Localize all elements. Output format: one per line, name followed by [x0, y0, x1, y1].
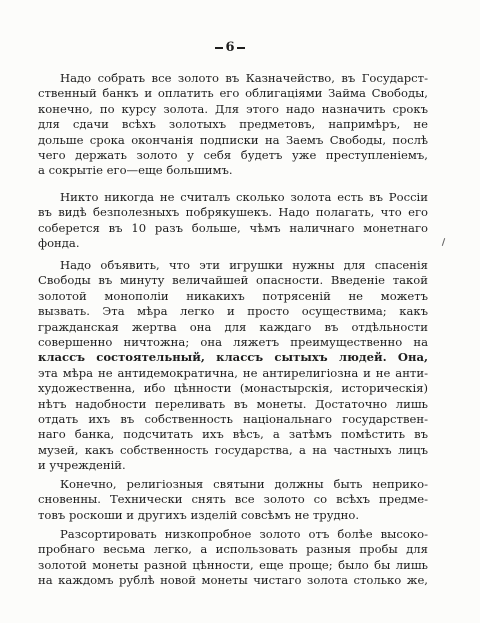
text-line: въ видѣ безполезныхъ побрякушекъ. Надо полагать, что его — [38, 205, 428, 220]
paragraph-gold-collection — [38, 71, 428, 179]
text-line: Конечно, религіозныя святыни должны быть неприко- — [60, 477, 428, 491]
text-line-emphasis: классъ состоятельный, классъ сытыхъ людей. Она, — [38, 350, 428, 365]
text-line: нѣтъ надобности переливать въ монеты. Достаточно лишь — [38, 396, 428, 411]
text-line: а сокрытіе его—еще большимъ. — [38, 163, 233, 178]
text-line: дольше срока окончанія подписки на Заемъ Свободы, послѣ — [38, 132, 428, 147]
paragraph-gold-monopoly — [38, 258, 428, 474]
text-line: на каждомъ рублѣ новой монеты чистаго золота столько же, — [38, 573, 428, 588]
text-line: Свободы въ минуту величайшей опасности. Введеніе такой — [38, 273, 428, 288]
text-line: совершенно ничтожна; она ляжетъ преимущественно на — [38, 335, 428, 350]
paragraph-gold-estimate — [38, 190, 428, 252]
text-line: сновенны. Технически снять все золото со всѣхъ предме- — [38, 492, 428, 507]
text-line: чего держать золото у себя будетъ уже преступленіемъ, — [38, 148, 428, 163]
text-line: конечно, по курсу золота. Для этого надо назначить срокъ — [38, 101, 428, 116]
text-line: пробнаго весьма легко, а использовать разныя пробы для — [38, 542, 428, 557]
margin-pencil-mark — [442, 238, 445, 246]
text-line: Надо собрать все золото въ Казначейство, въ Государст- — [60, 71, 428, 85]
text-line: Разсортировать низкопробное золото отъ болѣе высоко- — [60, 527, 428, 541]
text-line: художественна, ибо цѣнности (монастырскія, историческія) — [38, 381, 428, 396]
text-line: музей, какъ собственность государства, а на частныхъ лицъ — [38, 442, 428, 457]
text-line: золотой монеты разной цѣнности, еще проще; было бы лишь — [38, 557, 428, 572]
text-line: эта мѣра не антидемократична, не антирелигіозна и не анти- — [38, 365, 428, 380]
text-line: для сдачи всѣхъ золотыхъ предметовъ, напримѣръ, не — [38, 117, 428, 132]
text-line: Надо объявить, что эти игрушки нужны для спасенія — [60, 258, 428, 272]
text-line: ственный банкъ и оплатить его облигаціями Займа Свободы, — [38, 86, 428, 101]
page-number: 6 — [200, 40, 260, 55]
text-line: товъ роскоши и другихъ изделій совсѣмъ не трудно. — [38, 507, 360, 522]
text-line: отдать ихъ въ собственность національнаго государствен- — [38, 412, 428, 427]
text-line: наго банка, подсчитать ихъ вѣсъ, а затѣмъ помѣстить въ — [38, 427, 428, 442]
text-line: золотой монополіи никакихъ потрясеній не можетъ — [38, 288, 428, 303]
text-line: вызвать. Эта мѣра легко и просто осуществима; какъ — [38, 304, 428, 319]
text-line: фонда. — [38, 236, 80, 251]
text-line: Никто никогда не считалъ сколько золота есть въ Россіи — [60, 190, 428, 204]
text-line: и учрежденій. — [38, 458, 126, 473]
paragraph-gold-sorting — [38, 527, 428, 589]
text-line: соберется въ 10 разъ больше, чѣмъ наличнаго монетнаго — [38, 220, 428, 235]
paragraph-religious-objects — [38, 477, 428, 523]
text-line: гражданская жертва она для каждаго въ отдѣльности — [38, 319, 428, 334]
